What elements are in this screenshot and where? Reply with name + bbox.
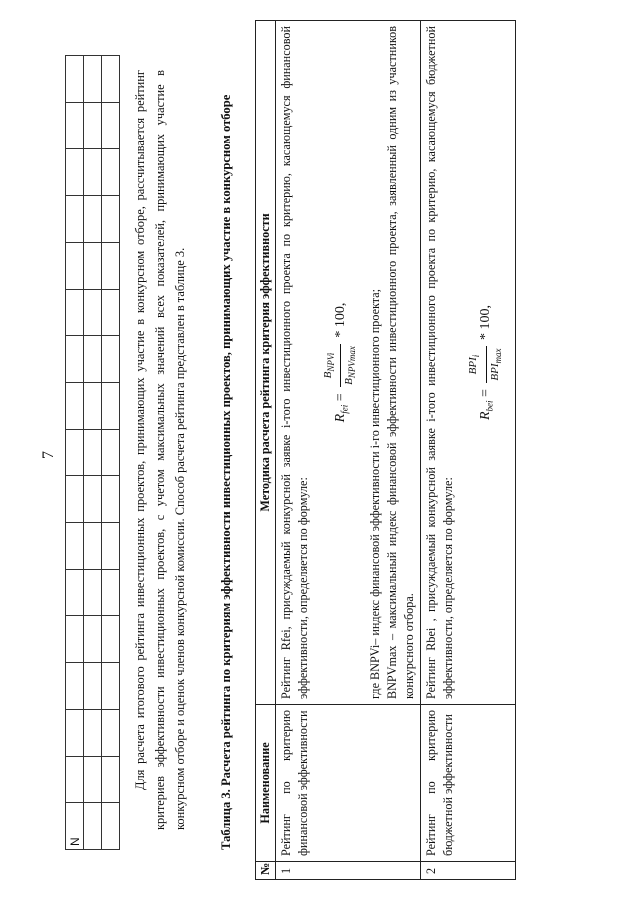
header-mark: N [66,803,84,850]
formula-numerator [320,344,341,387]
header-num: № [256,862,276,880]
header-grid [65,55,120,850]
formula-numerator [465,346,486,382]
method-intro: Рейтинг Rfei, присуждаемый конкурсной заявке i-того инвестиционного проекта по критерию, касающемуся финансовой эффективности, определяется по формуле: [279,26,310,699]
formula-eq: = [332,389,348,405]
where-line-2: BNPVmax – максимальный индекс финансовой эффективности инвестиционного проекта, заявленный одним из участников конкурсного отбора. [385,26,417,699]
formula-denominator [341,344,361,387]
table-header-row [256,21,276,880]
denominator-sub: max [492,348,503,364]
header-grid-row [66,56,84,850]
denominator-sub: NPVmax [347,346,358,379]
numerator-sub: NPVi [326,352,337,372]
intro-paragraph: Для расчета итогового рейтинга инвестиционных проектов, принимающих участие в конкурсном отборе, рассчитывается рейтинг критериев эффективности инвестиционных проектов, с учетом максимальных значений всех показателей, принимающих участие в конкурсном отборе и оценок членов конкурсной комиссии. Способ расчета рейтинга представлен в таблице 3. [133,70,187,830]
table-caption: Таблица 3. Расчета рейтинга по критериям эффективности инвестиционных проектов, принимающих участие в конкурсном отборе [219,94,233,850]
formula-lhs-sub: bei [485,400,496,412]
header-name: Наименование [256,705,276,862]
row-method [421,21,515,705]
formula-lhs: R [478,411,494,421]
formula-denominator [487,346,507,382]
formula-budget [465,26,506,699]
row-name [421,705,515,862]
numerator-sub: i [471,354,482,358]
table-row [421,21,515,880]
denominator-symbol: B [343,378,356,385]
rating-table [255,20,516,880]
row-num: 1 [276,862,421,880]
page-number: 7 [40,451,57,459]
formula-lhs-sub: fei [339,404,350,414]
numerator-symbol: B [322,371,334,379]
denominator-symbol: BPI [488,363,501,381]
formula-eq: = [478,385,494,401]
formula-tail: * 100, [332,302,348,342]
header-grid-row [84,56,102,850]
method-intro: Рейтинг Rbei , присуждаемый конкурсной заявке i-того инвестиционного проекта по критерию, касающемуся бюджетной эффективности, определяется по формуле: [424,26,456,699]
where-line-1: где BNPVi– индекс финансовой эффективности i-го инвестиционного проекта; [368,288,383,699]
formula-fraction [320,344,361,387]
header-grid-row [102,56,120,850]
criterion-name: Рейтинг по критерию финансовой эффективности [279,710,310,856]
formula-financial [320,26,361,699]
formula-lhs: R [332,413,348,423]
row-num: 2 [421,862,515,880]
header-method: Методика расчета рейтинга критерия эффективности [256,21,276,705]
formula-fraction [465,346,506,382]
criterion-name: Рейтинг по критерию бюджетной эффективности [424,710,456,856]
numerator-symbol: BPI [467,357,480,375]
table-row [276,21,421,880]
formula-tail: * 100, [478,304,494,344]
row-name [276,705,421,862]
row-method [276,21,421,705]
